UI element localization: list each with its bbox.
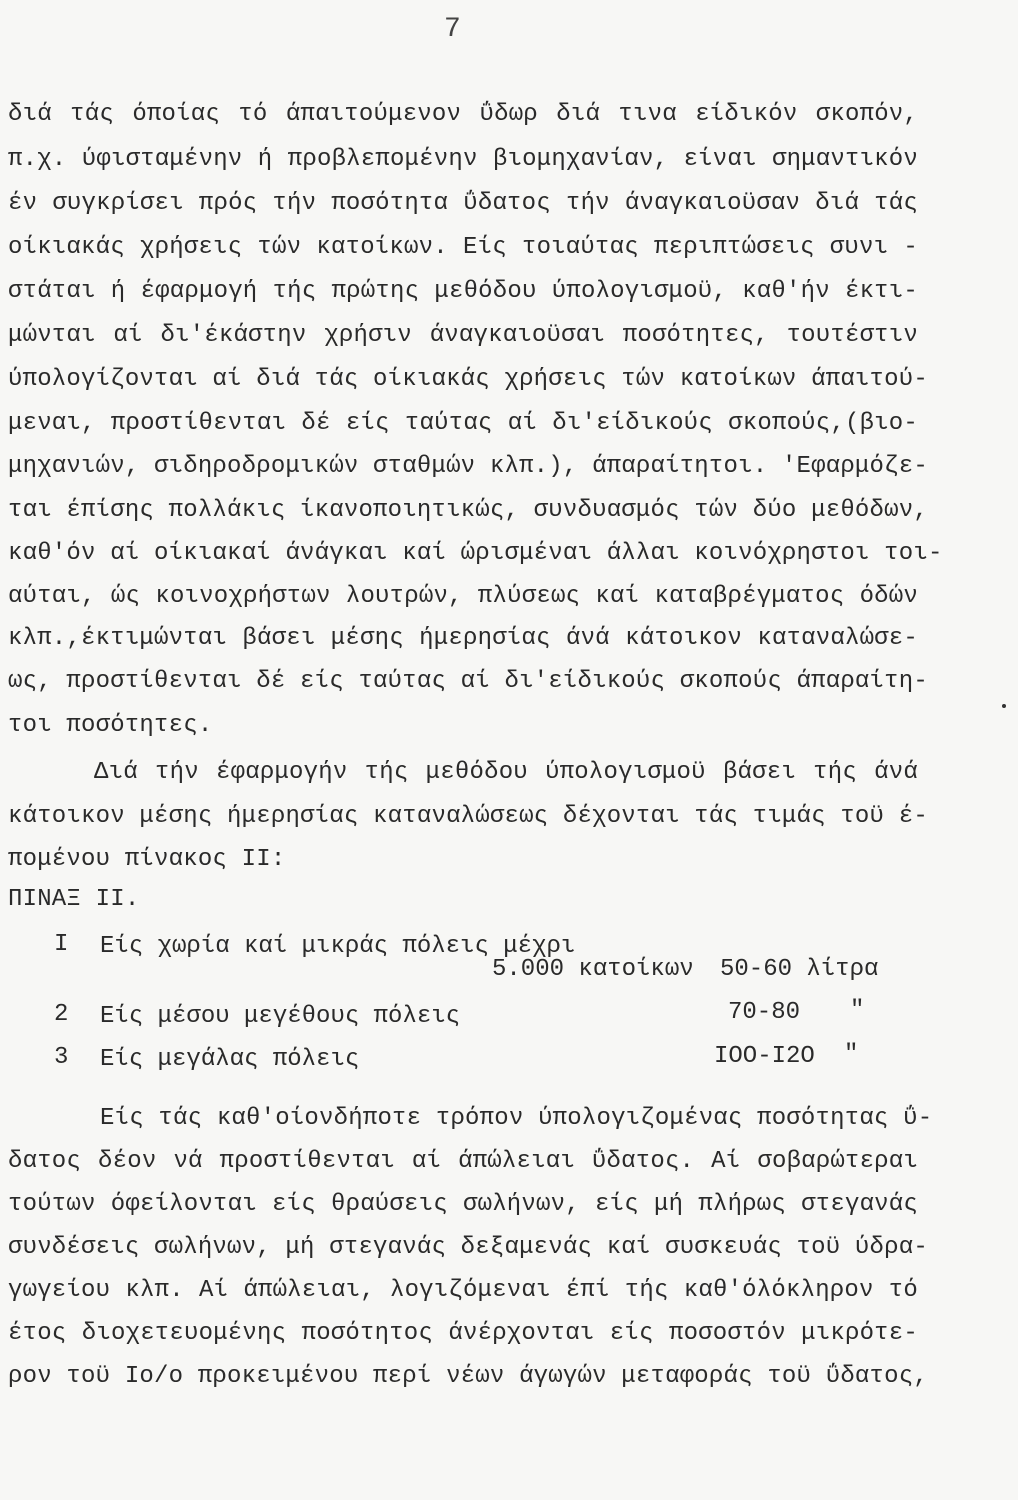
table-row-number: 2	[54, 1001, 69, 1028]
text-line: τοι ποσότητες.	[8, 712, 213, 739]
table-row-number: 3	[54, 1044, 69, 1071]
text-line: μεναι, προστίθενται δέ είς ταύτας αί δι'είδικούς σκοπούς,(βιο-	[8, 410, 918, 437]
text-line: Είς τάς καθ'οίονδήποτε τρόπον ύπολογιζομένας ποσότητας ΰ-	[100, 1105, 933, 1132]
text-line: αύται, ώς κοινοχρήστων λουτρών, πλύσεως καί καταβρέγματος όδών	[8, 583, 918, 610]
margin-dot	[1002, 704, 1006, 708]
text-line: κλπ.,έκτιμώνται βάσει μέσης ήμερησίας άνά κάτοικον καταναλώσε-	[8, 625, 918, 652]
text-line: πομένου πίνακος ΙΙ:	[8, 846, 286, 873]
text-line: ως, προστίθενται δέ είς ταύτας αί δι'είδικούς σκοπούς άπαραίτη-	[8, 668, 928, 695]
table-row-value: ΙΟΟ-Ι2Ο	[714, 1043, 815, 1070]
ditto-mark: "	[850, 997, 865, 1024]
table-row-value: 70-80	[728, 999, 801, 1026]
table-title: ΠΙΝΑΞ ΙΙ.	[8, 886, 140, 913]
text-line: κάτοικον μέσης ήμερησίας καταναλώσεως δέχονται τάς τιμάς τοϋ έ-	[8, 803, 928, 830]
table-row-label: Είς μέσου μεγέθους πόλεις	[100, 1003, 461, 1030]
text-line: δατος δέον νά προστίθενται αί άπώλειαι ΰδατος. Αί σοβαρώτεραι	[8, 1148, 918, 1175]
text-line: καθ'όν αί οίκιακαί άνάγκαι καί ώρισμέναι άλλαι κοινόχρηστοι τοι-	[8, 540, 943, 567]
text-line: συνδέσεις σωλήνων, μή στεγανάς δεξαμενάς καί συσκευάς τοϋ ύδρα-	[8, 1234, 928, 1261]
text-line: μώνται αί δι'έκάστην χρήσιν άναγκαιοϋσαι ποσότητες, τουτέστιν	[8, 322, 918, 349]
text-line: στάται ή έφαρμογή τής πρώτης μεθόδου ύπολογισμοϋ, καθ'ήν έκτι-	[8, 278, 918, 305]
text-line: ται έπίσης πολλάκις ίκανοποιητικώς, συνδυασμός τών δύο μεθόδων,	[8, 497, 928, 524]
text-line: ύπολογίζονται αί διά τάς οίκιακάς χρήσεις τών κατοίκων άπαιτού-	[8, 366, 928, 393]
table-row-label-continued: 5.000 κατοίκων	[492, 956, 694, 983]
text-line: διά τάς όποίας τό άπαιτούμενον ΰδωρ διά τινα είδικόν σκοπόν,	[8, 101, 918, 128]
text-line: γωγείου κλπ. Αί άπώλειαι, λογιζόμεναι έπί τής καθ'όλόκληρον τό	[8, 1277, 918, 1304]
table-row-label: Είς μεγάλας πόλεις	[100, 1046, 360, 1073]
text-line: π.χ. ύφισταμένην ή προβλεπομένην βιομηχανίαν, είναι σημαντικόν	[8, 146, 918, 173]
text-line: έτος διοχετευομένης ποσότητος άνέρχονται είς ποσοστόν μικρότε-	[8, 1320, 918, 1347]
table-row-number: Ι	[54, 931, 69, 958]
text-line: έν συγκρίσει πρός τήν ποσότητα ΰδατος τήν άναγκαιοϋσαν διά τάς	[8, 190, 918, 217]
page-number: 7	[444, 14, 461, 45]
table-row-label: Είς χωρία καί μικράς πόλεις μέχρι	[100, 933, 576, 960]
text-line: μηχανιών, σιδηροδρομικών σταθμών κλπ.), άπαραίτητοι. 'Εφαρμόζε-	[8, 453, 928, 480]
ditto-mark: "	[844, 1041, 859, 1068]
text-line: τούτων όφείλονται είς θραύσεις σωλήνων, είς μή πλήρως στεγανάς	[8, 1191, 918, 1218]
text-line: Διά τήν έφαρμογήν τής μεθόδου ύπολογισμοϋ βάσει τής άνά	[94, 759, 918, 786]
text-line: οίκιακάς χρήσεις τών κατοίκων. Είς τοιαύτας περιπτώσεις συνι -	[8, 234, 918, 261]
table-row-value: 50-60 λίτρα	[720, 956, 879, 983]
text-line: ρον τοϋ Ιο/ο προκειμένου περί νέων άγωγών μεταφοράς τοϋ ΰδατος,	[8, 1363, 928, 1390]
